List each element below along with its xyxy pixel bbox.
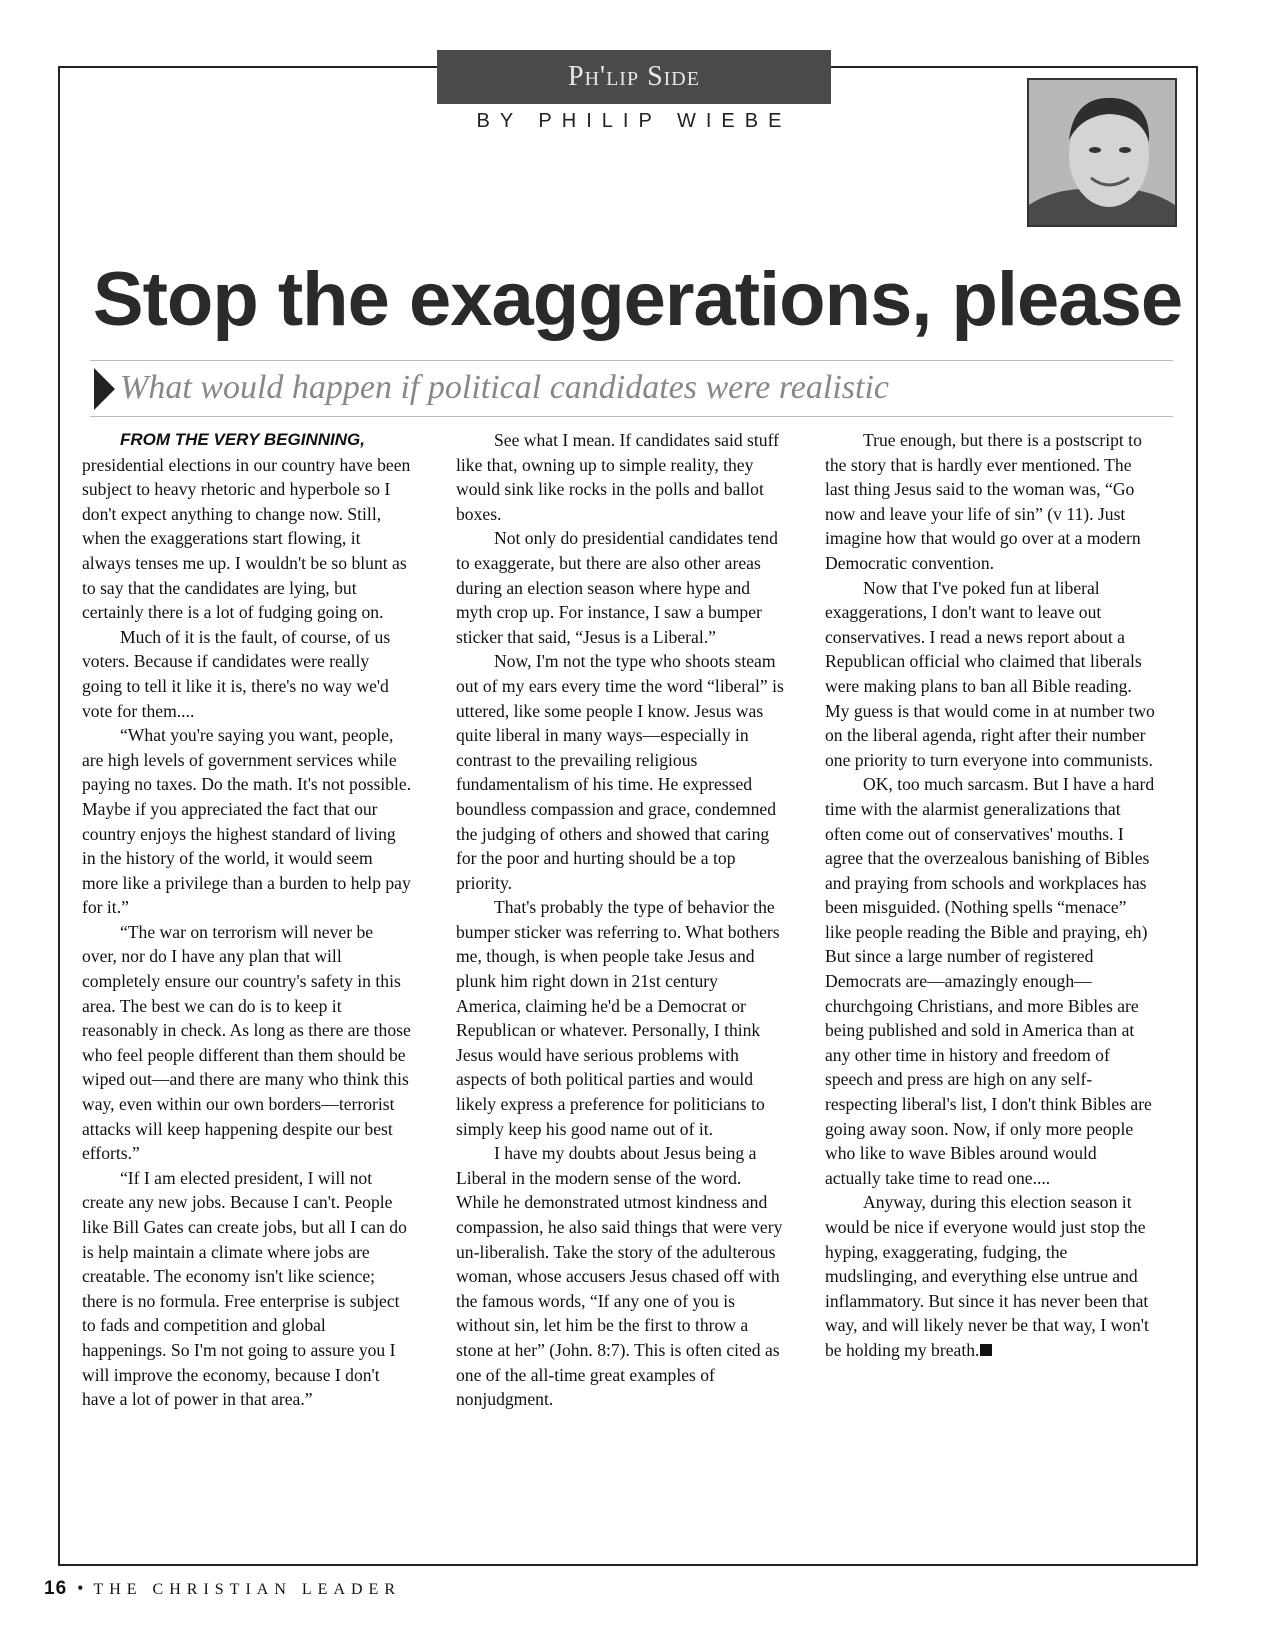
final-paragraph [825, 1190, 1155, 1362]
arrow-right-icon [94, 368, 115, 410]
paragraph: “What you're saying you want, people, are high levels of government services while paying no taxes. Do the math. It's not possible. Maybe if you appreciated the fact that our country enjoys the highest standard of living in the history of the world, it would seem more like a privilege than a burden to help pay for it.” [82, 725, 412, 918]
headline: Stop the exaggerations, please [92, 257, 1183, 342]
lead-in: FROM THE VERY BEGINNING, [120, 430, 365, 449]
article-column-3 [825, 428, 1155, 1363]
paragraph: OK, too much sarcasm. But I have a hard time with the alarmist generalizations that often come out of conservatives' mouths. I agree that the overzealous banishing of Bibles and praying from schools and workplaces has been misguided. (Nothing spells “menace” like people reading the Bible and praying, eh) But since a large number of registered Democrats are—amazingly enough—churchgoing Christians, and more Bibles are being published and sold in America than at any other time in history and freedom of speech and press are high on any self-respecting liberal's list, I don't think Bibles are going away soon. Now, if only more people who like to wave Bibles around would actually take time to read one.... [825, 774, 1155, 1188]
paragraph: Now that I've poked fun at liberal exaggerations, I don't want to leave out conservatives. I read a news report about a Republican official who claimed that liberals were making plans to ban all Bible reading. My guess is that would come in at number two on the liberal agenda, right after their number one priority to turn everyone into communists. [825, 577, 1155, 770]
paragraph: True enough, but there is a postscript to the story that is hardly ever mentioned. The last thing Jesus said to the woman was, “Go now and leave your life of sin” (v 11). Just imagine how that would go over at a modern Democratic convention. [825, 430, 1142, 573]
paragraph: See what I mean. If candidates said stuff like that, owning up to simple reality, they would sink like rocks in the polls and ballot boxes. [456, 430, 779, 524]
byline: BY PHILIP WIEBE [476, 110, 792, 132]
end-mark-icon [980, 1344, 992, 1356]
publication-name: THE CHRISTIAN LEADER [93, 1581, 401, 1598]
paragraph: “The war on terrorism will never be over, nor do I have any plan that will completely ensure our country's safety in this area. The best we can do is to keep it reasonably in check. As long as there are those who feel people different than them should be wiped out—and there are many who think this way, even within our own borders—terrorist attacks will keep happening despite our best efforts.” [82, 921, 411, 1164]
article-column-1 [82, 428, 412, 1412]
paragraph: Now, I'm not the type who shoots steam out of my ears every time the word “liberal” is uttered, like some people I know. Jesus was quite liberal in many ways—especially in contrast to the prevailing religious fundamentalism of his time. He expressed boundless compassion and grace, condemned the judging of others and showed that caring for the poor and hurting should be a top priority. [456, 651, 784, 893]
column-banner: Ph'lip Side [437, 50, 831, 104]
deck: What would happen if political candidates were realistic [120, 369, 890, 406]
footer-separator: • [77, 1578, 84, 1598]
article-column-2 [456, 428, 786, 1412]
paragraph-text: Anyway, during this election season it would be nice if everyone would just stop the hyping, exaggerating, fudging, the mudslinging, and everything else untrue and inflammatory. But since it has never been that way, and will likely never be that way, I won't be holding my breath. [825, 1192, 1149, 1360]
page-number: 16 [44, 1578, 68, 1599]
paragraph: presidential elections in our country have been subject to heavy rhetoric and hyperbole so I don't expect anything to change now. Still, when the exaggerations start flowing, it always tenses me up. I wouldn't be so blunt as to say that the candidates are lying, but certainly there is a lot of fudging going on. [82, 454, 411, 623]
deck-divider-top [90, 360, 1173, 361]
deck-divider-bottom [90, 416, 1173, 417]
paragraph: That's probably the type of behavior the bumper sticker was referring to. What bothers me, though, is when people take Jesus and plunk him right down in 21st century America, claiming he'd be a Democrat or Republican or whatever. Personally, I think Jesus would have serious problems with aspects of both political parties and would likely express a preference for politicians to simply keep his good name out of it. [456, 897, 780, 1139]
author-photo [1027, 78, 1177, 227]
paragraph: Much of it is the fault, of course, of us voters. Because if candidates were really going to tell it like it is, there's no way we'd vote for them.... [82, 626, 391, 721]
paragraph: I have my doubts about Jesus being a Liberal in the modern sense of the word. While he demonstrated utmost kindness and compassion, he also said things that were very un-liberalish. Take the story of the adulterous woman, whose accusers Jesus chased off with the famous words, “If any one of you is without sin, let him be the first to throw a stone at her” (John. 8:7). This is often cited as one of the all-time great examples of nonjudgment. [456, 1143, 783, 1410]
page-footer [44, 1578, 401, 1600]
author-portrait-icon [1029, 80, 1175, 225]
paragraph: Not only do presidential candidates tend to exaggerate, but there are also other areas during an election season where hype and myth crop up. For instance, I saw a bumper sticker that said, “Jesus is a Liberal.” [456, 528, 778, 647]
paragraph: “If I am elected president, I will not create any new jobs. Because I can't. People like Bill Gates can create jobs, but all I can do is help maintain a climate where jobs are creatable. The economy isn't like science; there is no formula. Free enterprise is subject to fads and competition and global happenings. So I'm not going to assure you I will improve the economy, because I don't have a lot of power in that area.” [82, 1167, 407, 1410]
